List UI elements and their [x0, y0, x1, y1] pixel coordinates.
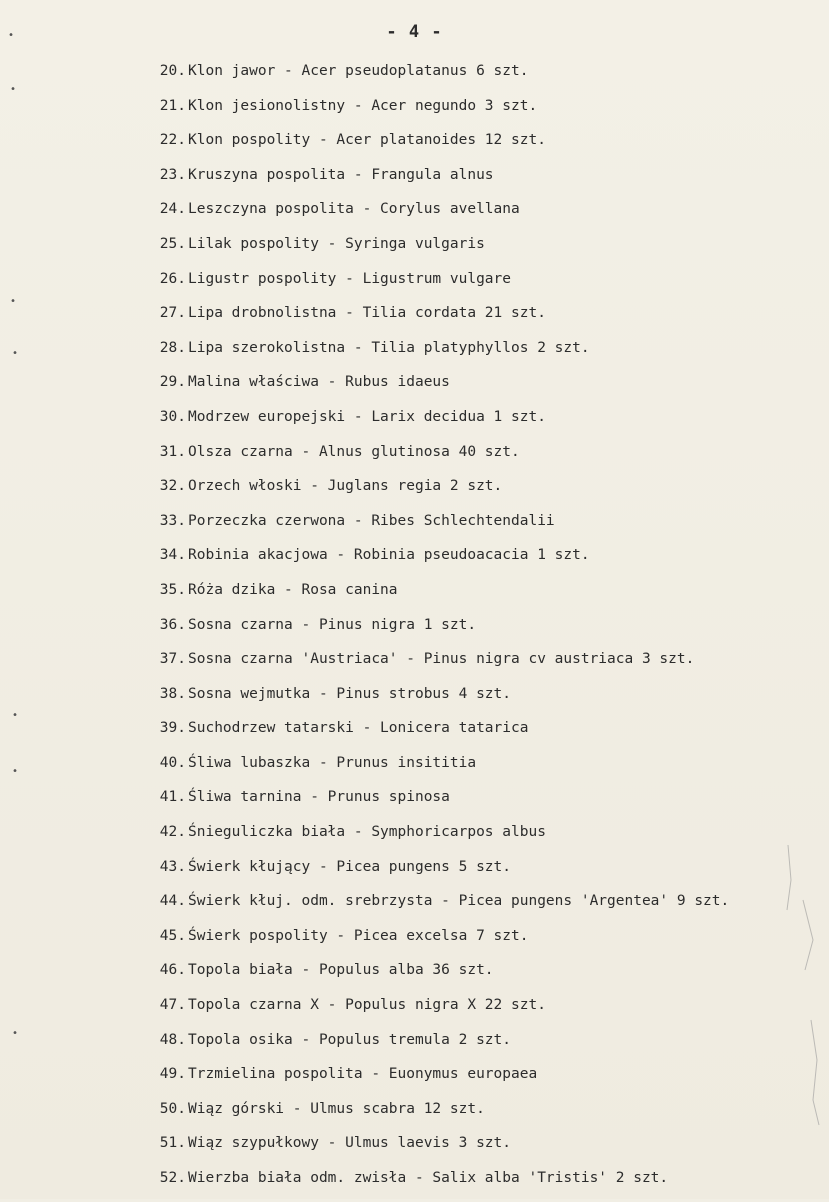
list-item: [140, 198, 820, 233]
item-text: Klon pospolity - Acer platanoides 12 szt.: [188, 132, 546, 149]
list-item: [140, 510, 820, 545]
page-number: - 4 -: [386, 22, 443, 42]
species-list: [140, 60, 820, 1202]
list-item: [140, 337, 820, 372]
margin-mark: •: [12, 1028, 19, 1039]
item-text: Śliwa tarnina - Prunus spinosa: [188, 789, 450, 806]
item-number: 27.: [159, 305, 186, 322]
item-text: Topola biała - Populus alba 36 szt.: [188, 962, 494, 979]
item-number: 49.: [159, 1066, 186, 1083]
item-number: 38.: [159, 685, 186, 702]
item-number: 26.: [159, 270, 186, 287]
list-item: [140, 1063, 820, 1098]
item-number: 39.: [159, 720, 186, 737]
list-item: [140, 129, 820, 164]
item-number: 47.: [159, 997, 186, 1014]
list-item: [140, 233, 820, 268]
list-item: [140, 475, 820, 510]
item-text: Wiąz górski - Ulmus scabra 12 szt.: [188, 1100, 485, 1117]
item-number: 48.: [159, 1031, 186, 1048]
list-item: [140, 371, 820, 406]
item-number: 50.: [159, 1100, 186, 1117]
item-number: 42.: [159, 824, 186, 841]
item-number: 32.: [159, 478, 186, 495]
margin-mark: •: [10, 84, 17, 95]
list-item: [140, 717, 820, 752]
item-text: Śnieguliczka biała - Symphoricarpos albus: [188, 824, 546, 841]
item-text: Świerk kłuj. odm. srebrzysta - Picea pungens 'Argentea' 9 szt.: [188, 893, 730, 910]
item-number: 21.: [159, 97, 186, 114]
item-text: Lipa drobnolistna - Tilia cordata 21 szt.: [188, 305, 546, 322]
item-text: Świerk kłujący - Picea pungens 5 szt.: [188, 858, 512, 875]
list-item: [140, 925, 820, 960]
item-text: Lipa szerokolistna - Tilia platyphyllos 2 szt.: [188, 339, 590, 356]
item-text: Suchodrzew tatarski - Lonicera tatarica: [188, 720, 529, 737]
list-item: [140, 1167, 820, 1202]
item-text: Leszczyna pospolita - Corylus avellana: [188, 201, 520, 218]
item-text: Robinia akacjowa - Robinia pseudoacacia 1 szt.: [188, 547, 590, 564]
item-number: 28.: [159, 339, 186, 356]
item-text: Malina właściwa - Rubus idaeus: [188, 374, 450, 391]
item-text: Ligustr pospolity - Ligustrum vulgare: [188, 270, 512, 287]
list-item: [140, 406, 820, 441]
list-item: [140, 95, 820, 130]
list-item: [140, 164, 820, 199]
item-number: 44.: [159, 893, 186, 910]
margin-mark: •: [12, 348, 19, 359]
margin-mark: •: [10, 296, 17, 307]
item-number: 24.: [159, 201, 186, 218]
item-number: 30.: [159, 408, 186, 425]
item-number: 29.: [159, 374, 186, 391]
margin-mark: •: [12, 710, 19, 721]
item-text: Świerk pospolity - Picea excelsa 7 szt.: [188, 927, 529, 944]
item-number: 52.: [159, 1170, 186, 1186]
item-text: Wiąz szypułkowy - Ulmus laevis 3 szt.: [188, 1135, 512, 1152]
list-item: [140, 302, 820, 337]
item-number: 22.: [159, 132, 186, 149]
item-text: Olsza czarna - Alnus glutinosa 40 szt.: [188, 443, 520, 460]
item-number: 31.: [159, 443, 186, 460]
item-text: Wierzba biała odm. zwisła - Salix alba 'Tristis' 2 szt.: [188, 1170, 669, 1186]
list-item: [140, 786, 820, 821]
item-text: Topola czarna X - Populus nigra X 22 szt.: [188, 997, 546, 1014]
list-item: [140, 890, 820, 925]
item-number: 37.: [159, 651, 186, 668]
item-number: 33.: [159, 512, 186, 529]
list-item: [140, 579, 820, 614]
list-item: [140, 752, 820, 787]
item-text: Trzmielina pospolita - Euonymus europaea: [188, 1066, 538, 1083]
list-item: [140, 1098, 820, 1133]
item-text: Sosna czarna 'Austriaca' - Pinus nigra cv austriaca 3 szt.: [188, 651, 695, 668]
item-text: Klon jawor - Acer pseudoplatanus 6 szt.: [188, 63, 529, 79]
item-number: 20.: [159, 63, 186, 79]
item-number: 40.: [159, 754, 186, 771]
list-item: [140, 1029, 820, 1064]
item-number: 23.: [159, 166, 186, 183]
item-text: Lilak pospolity - Syringa vulgaris: [188, 235, 485, 252]
item-text: Orzech włoski - Juglans regia 2 szt.: [188, 478, 503, 495]
list-item: [140, 441, 820, 476]
item-text: Róża dzika - Rosa canina: [188, 581, 398, 598]
list-item: [140, 544, 820, 579]
list-item: [140, 648, 820, 683]
list-item: [140, 994, 820, 1029]
list-item: [140, 959, 820, 994]
list-item: [140, 268, 820, 303]
item-text: Sosna czarna - Pinus nigra 1 szt.: [188, 616, 477, 633]
item-number: 51.: [159, 1135, 186, 1152]
item-text: Klon jesionolistny - Acer negundo 3 szt.: [188, 97, 538, 114]
item-number: 25.: [159, 235, 186, 252]
margin-mark: •: [8, 30, 15, 41]
list-item: [140, 614, 820, 649]
item-number: 36.: [159, 616, 186, 633]
list-item: [140, 821, 820, 856]
item-number: 35.: [159, 581, 186, 598]
item-text: Kruszyna pospolita - Frangula alnus: [188, 166, 494, 183]
item-text: Modrzew europejski - Larix decidua 1 szt.: [188, 408, 546, 425]
item-number: 43.: [159, 858, 186, 875]
list-item: [140, 60, 820, 95]
item-text: Sosna wejmutka - Pinus strobus 4 szt.: [188, 685, 512, 702]
list-item: [140, 683, 820, 718]
item-text: Porzeczka czerwona - Ribes Schlechtendalii: [188, 512, 555, 529]
margin-mark: •: [12, 766, 19, 777]
list-item: [140, 856, 820, 891]
list-item: [140, 1132, 820, 1167]
item-number: 45.: [159, 927, 186, 944]
item-text: Śliwa lubaszka - Prunus insititia: [188, 754, 477, 771]
item-number: 46.: [159, 962, 186, 979]
item-number: 34.: [159, 547, 186, 564]
item-number: 41.: [159, 789, 186, 806]
item-text: Topola osika - Populus tremula 2 szt.: [188, 1031, 512, 1048]
